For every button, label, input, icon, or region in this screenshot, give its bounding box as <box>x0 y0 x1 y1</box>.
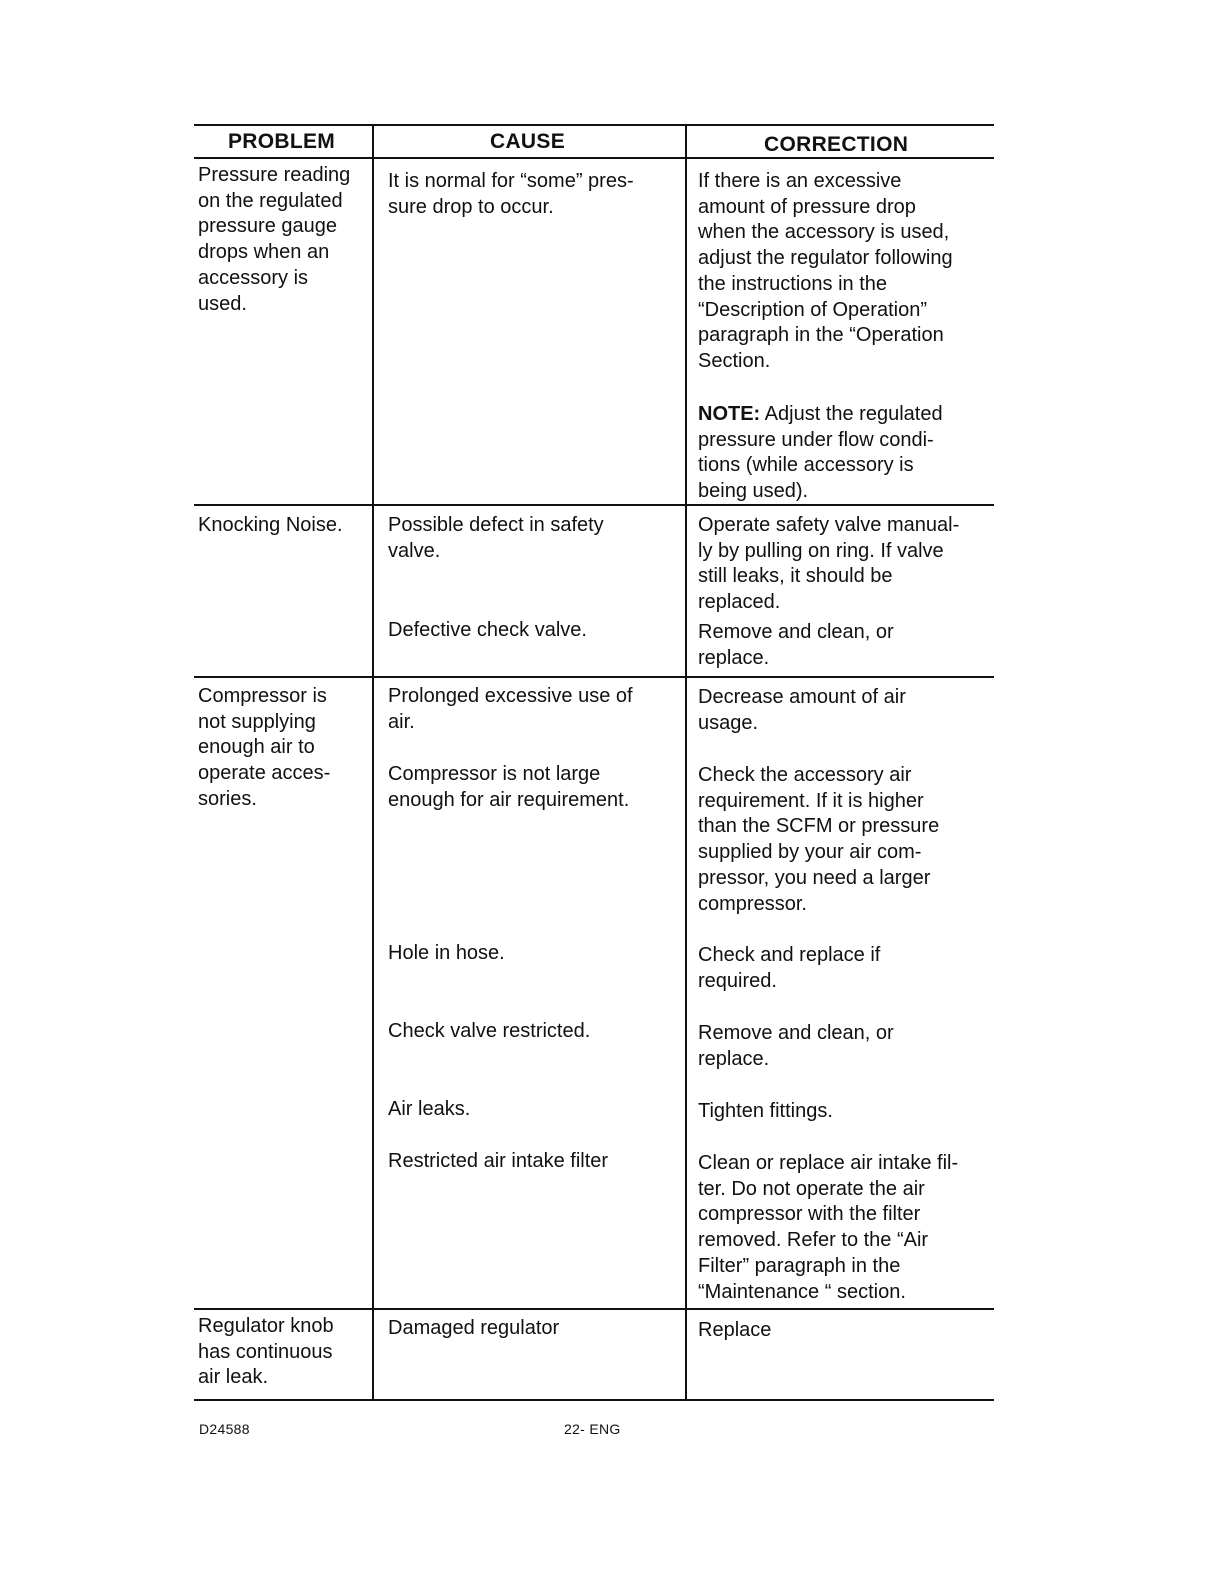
correction-cell: If there is an excessive amount of pressure drop when the accessory is used, adjust the regulator following the instructions in the “Description of Operation” paragraph in the “Operation Section. <box>698 170 953 372</box>
cause-cell: Defective check valve. <box>388 619 587 641</box>
note-text: Adjust the regulated pressure under flow condi- tions (while accessory is being used). <box>698 403 943 503</box>
page-number: 22- ENG <box>564 1421 621 1437</box>
correction-cell: Remove and clean, or replace. <box>698 1022 894 1070</box>
problem-cell: Regulator knob has continuous air leak. <box>198 1315 334 1389</box>
row-divider <box>194 676 994 678</box>
correction-cell: Remove and clean, or replace. <box>698 621 894 669</box>
problem-cell: Pressure reading on the regulated pressure gauge drops when an accessory is used. <box>198 164 351 315</box>
cause-cell: Prolonged excessive use of air. <box>388 685 633 733</box>
cause-cell: Hole in hose. <box>388 942 505 964</box>
header-bottom-rule <box>194 157 994 159</box>
column-divider <box>685 124 687 1401</box>
correction-cell: Clean or replace air intake fil- ter. Do not operate the air compressor with the filter removed. Refer to the “Air Filter” paragraph in the “Maintenance “ section. <box>698 1152 959 1303</box>
cause-cell: Check valve restricted. <box>388 1020 591 1042</box>
cause-cell: Air leaks. <box>388 1098 471 1120</box>
cause-cell: It is normal for “some” pres- sure drop to occur. <box>388 170 634 218</box>
cause-cell: Damaged regulator <box>388 1317 560 1339</box>
header-correction: CORRECTION <box>764 133 909 156</box>
note-label: NOTE: <box>698 403 761 425</box>
table-top-rule <box>194 124 994 126</box>
correction-cell: Check the accessory air requirement. If it is higher than the SCFM or pressure supplied by your air com- pressor, you need a larger compressor. <box>698 764 940 915</box>
table-bottom-rule <box>194 1399 994 1401</box>
header-cause: CAUSE <box>490 130 566 153</box>
correction-cell: Decrease amount of air usage. <box>698 686 906 734</box>
problem-cell: Compressor is not supplying enough air to operate acces- sories. <box>198 685 331 810</box>
correction-cell: Replace <box>698 1319 772 1341</box>
correction-cell: Operate safety valve manual- ly by pulling on ring. If valve still leaks, it should be replaced. <box>698 514 960 614</box>
row-divider <box>194 1308 994 1310</box>
correction-cell: Check and replace if required. <box>698 944 881 992</box>
document-id: D24588 <box>199 1421 250 1437</box>
cause-cell: Compressor is not large enough for air requirement. <box>388 763 630 811</box>
note-cell <box>698 402 990 505</box>
problem-cell: Knocking Noise. <box>198 514 343 536</box>
column-divider <box>372 124 374 1401</box>
cause-cell: Possible defect in safety valve. <box>388 514 604 562</box>
cause-cell: Restricted air intake filter <box>388 1150 609 1172</box>
header-problem: PROBLEM <box>228 130 336 153</box>
correction-cell: Tighten fittings. <box>698 1100 833 1122</box>
